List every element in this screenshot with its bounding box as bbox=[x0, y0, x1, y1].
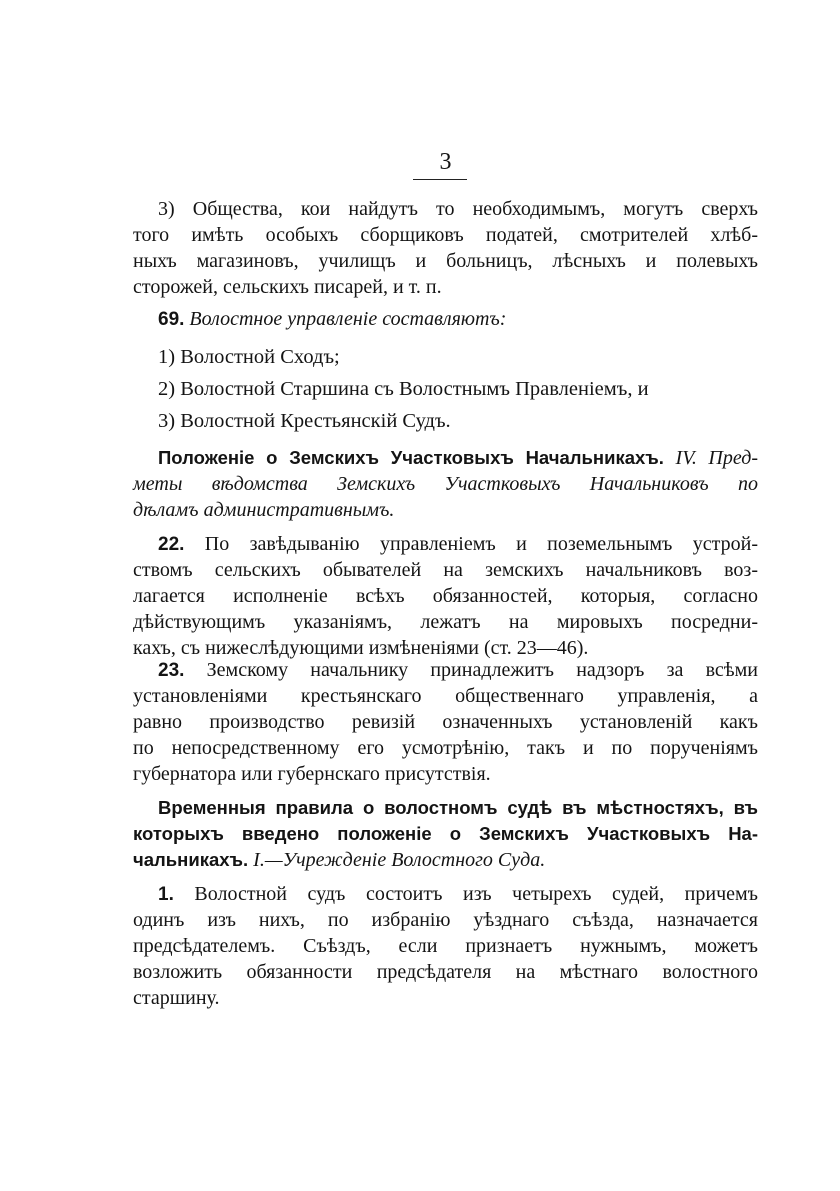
article-1 bbox=[133, 881, 758, 1011]
text-line bbox=[133, 531, 758, 557]
article-22 bbox=[133, 531, 758, 661]
page-number: 3 bbox=[439, 149, 452, 175]
heading-line: Временныя правила о волостномъ судѣ въ мѣстностяхъ, въ bbox=[158, 797, 758, 818]
text-line: установленіями крестьянскаго общественнаго управленія, а bbox=[133, 685, 758, 707]
regulation-heading-1 bbox=[133, 445, 758, 523]
article-text: По завѣдыванію управленіемъ и поземельнымъ устрой- bbox=[204, 533, 758, 555]
article-23 bbox=[133, 657, 758, 787]
text-line: 3) Общества, кои найдутъ то необходимымъ, могутъ сверхъ bbox=[158, 198, 758, 220]
text-line: кахъ, съ нижеслѣдующими измѣненіями (ст. 23—46). bbox=[133, 637, 589, 659]
text-line: старшину. bbox=[133, 987, 220, 1009]
section-title: I.—Учрежденіе Волостного Суда. bbox=[253, 849, 546, 871]
article-number: 69. bbox=[158, 309, 185, 330]
heading-line bbox=[133, 847, 758, 873]
list-item: 3) Волостной Крестьянскій Судъ. bbox=[158, 410, 451, 432]
text-line: ныхъ магазиновъ, училищъ и больницъ, лѣсныхъ и полевыхъ bbox=[133, 250, 758, 272]
text-line: предсѣдателемъ. Съѣздъ, если признаетъ нужнымъ, можетъ bbox=[133, 935, 758, 957]
text-line: по непосредственному его усмотрѣнію, такъ и по порученіямъ bbox=[133, 737, 758, 759]
article-title: Волостное управленіе составляютъ: bbox=[189, 308, 507, 330]
heading-line: которыхъ введено положеніе о Земскихъ Участковыхъ На- bbox=[133, 823, 758, 844]
article-heading bbox=[133, 306, 758, 332]
article-number: 22. bbox=[158, 534, 185, 555]
text-line: сторожей, сельскихъ писарей, и т. п. bbox=[133, 276, 442, 298]
text-line: равно производство ревизій означенныхъ установленій какъ bbox=[133, 711, 758, 733]
section-title: IV. Пред- bbox=[675, 447, 759, 469]
text-line: дѣйствующимъ указаніямъ, лежатъ на мировыхъ посредни- bbox=[133, 611, 758, 633]
document-page bbox=[133, 0, 758, 1191]
text-line: того имѣть особыхъ сборщиковъ податей, смотрителей хлѣб- bbox=[133, 224, 758, 246]
text-line: возложить обязанности предсѣдателя на мѣстнаго волостного bbox=[133, 961, 758, 983]
article-text: Волостной судъ состоитъ изъ четырехъ судей, причемъ bbox=[194, 883, 758, 905]
heading-line: дѣламъ административнымъ. bbox=[133, 499, 395, 521]
article-69 bbox=[133, 306, 758, 332]
page-number-rule bbox=[413, 179, 467, 180]
article-number: 1. bbox=[158, 884, 174, 905]
text-line bbox=[133, 881, 758, 907]
article-69-items bbox=[133, 341, 758, 437]
text-line: лагается исполненіе всѣхъ обязанностей, которыя, согласно bbox=[133, 585, 758, 607]
text-line bbox=[133, 657, 758, 683]
regulation-title: чальникахъ. bbox=[133, 849, 249, 870]
societies-paragraph bbox=[133, 196, 758, 300]
article-number: 23. bbox=[158, 660, 185, 681]
text-line: одинъ изъ нихъ, по избранію уѣзднаго съѣзда, назначается bbox=[133, 909, 758, 931]
list-item: 1) Волостной Сходъ; bbox=[158, 346, 340, 368]
heading-line: меты вѣдомства Земскихъ Участковыхъ Начальниковъ по bbox=[133, 473, 758, 495]
article-text: Земскому начальнику принадлежитъ надзоръ за всѣми bbox=[206, 659, 759, 681]
list-item: 2) Волостной Старшина съ Волостнымъ Правленіемъ, и bbox=[158, 378, 649, 400]
regulation-heading-2 bbox=[133, 795, 758, 873]
heading-line bbox=[133, 445, 758, 471]
regulation-title: Положеніе о Земскихъ Участковыхъ Начальникахъ. bbox=[158, 447, 664, 468]
text-line: ствомъ сельскихъ обывателей на земскихъ начальниковъ воз- bbox=[133, 559, 758, 581]
text-line: губернатора или губернскаго присутствія. bbox=[133, 763, 491, 785]
